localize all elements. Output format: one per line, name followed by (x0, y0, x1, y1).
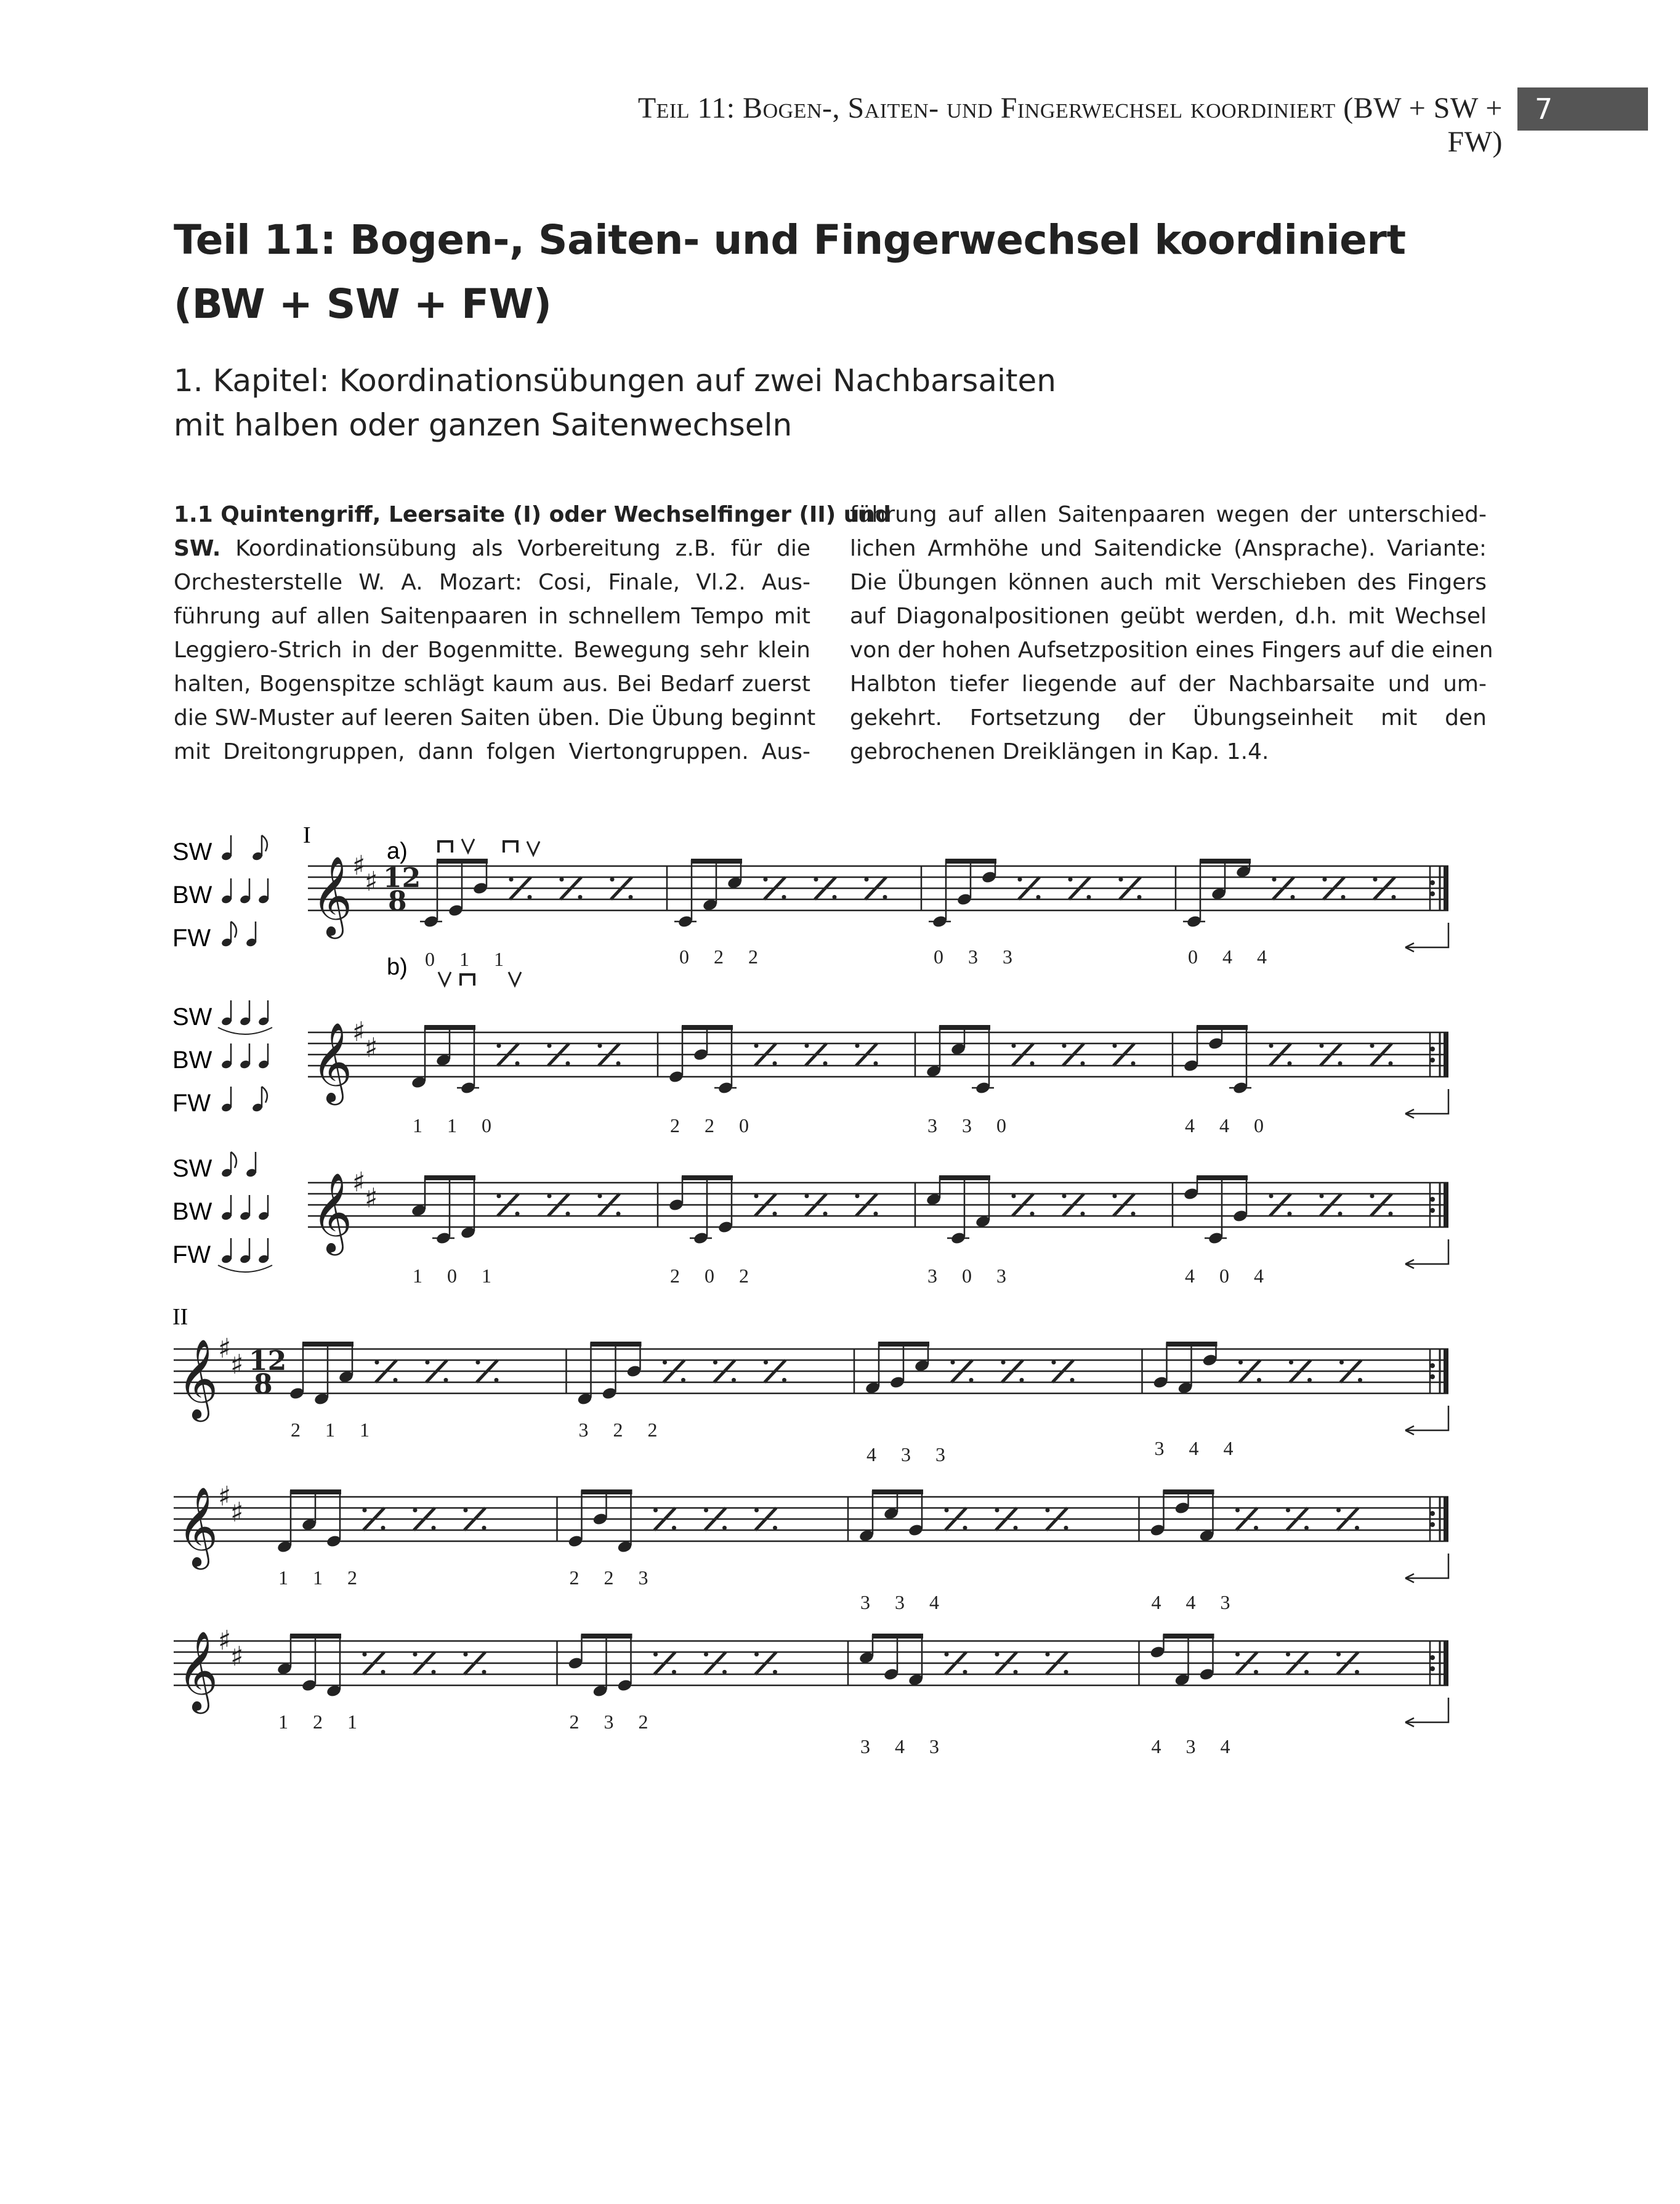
text-line: die SW-Muster auf leeren Saiten üben. Die Übung beginnt (174, 705, 816, 731)
down-bow-icon (438, 841, 452, 853)
treble-clef: 𝄞 (312, 1022, 353, 1102)
legend-note-flag (231, 1152, 236, 1168)
slash-dot (1014, 1670, 1018, 1674)
up-bow-icon (527, 841, 539, 855)
sharp-f: ♯ (352, 1016, 366, 1048)
slash-dot (482, 1670, 487, 1674)
sharp-c: ♯ (230, 1641, 244, 1672)
slash-dot (1269, 1043, 1274, 1048)
treble-clef: 𝄞 (177, 1631, 219, 1711)
slash-dot (394, 1378, 398, 1382)
legend-sw: SW (172, 1155, 212, 1182)
up-bow-icon (462, 839, 474, 853)
barline-thick (1444, 1349, 1448, 1393)
time-sig-num: 12 (249, 1345, 287, 1377)
slash-dot (1389, 1061, 1393, 1066)
slash-dot (782, 895, 786, 899)
slash-dot (578, 895, 583, 899)
fingering: 2 1 1 (291, 1419, 379, 1441)
slash-dot (515, 1212, 520, 1216)
slash-dot (1288, 1061, 1292, 1066)
slash-dot (865, 877, 869, 881)
slash-dot (1373, 877, 1378, 881)
down-bow-icon (461, 974, 474, 986)
slash-dot (1286, 1508, 1290, 1512)
fingering: 2 3 2 (569, 1711, 658, 1733)
slash-dot (444, 1378, 448, 1382)
slash-dot (375, 1360, 379, 1364)
slash-dot (672, 1670, 676, 1674)
text-line: führung auf allen Saitenpaaren wegen der unterschied- (850, 502, 1487, 527)
slash-dot (1320, 1043, 1324, 1048)
fingering: 3 3 4 (860, 1591, 949, 1613)
text-line: Leggiero-Strich in der Bogenmitte. Bewegung sehr klein (174, 638, 810, 663)
legend-slur (218, 1027, 272, 1034)
slash-dot (754, 1508, 759, 1512)
slash-dot (773, 1526, 777, 1530)
staff (308, 1016, 1448, 1136)
slash-dot (1272, 877, 1277, 881)
slash-dot (1014, 1526, 1018, 1530)
slash-dot (653, 1508, 658, 1512)
slash-dot (495, 1378, 499, 1382)
sharp-c: ♯ (365, 1183, 378, 1214)
slash-dot (945, 1652, 949, 1656)
slash-dot (547, 1043, 552, 1048)
beam (581, 1634, 632, 1639)
sharp-f: ♯ (352, 850, 366, 881)
slash-dot (782, 1378, 786, 1382)
beam (302, 1342, 353, 1347)
title-line-1: Teil 11: Bogen-, Saiten- und Fingerwechsel koordiniert (174, 216, 1406, 264)
slash-dot (1339, 1360, 1344, 1364)
beam (1166, 1342, 1218, 1347)
fingering: 1 2 1 (278, 1711, 367, 1733)
beam (424, 1175, 475, 1180)
beam (945, 859, 996, 864)
fingering: 1 0 1 (413, 1265, 501, 1287)
slash-dot (883, 895, 887, 899)
slash-dot (773, 1670, 777, 1674)
slash-dot (528, 895, 532, 899)
slash-dot (855, 1043, 860, 1048)
beam (682, 1025, 733, 1030)
slash-dot (381, 1670, 386, 1674)
slash-dot (1238, 1360, 1243, 1364)
beam (437, 859, 488, 864)
slash-dot (616, 1061, 621, 1066)
slash-dot (1018, 877, 1022, 881)
slash-dot (363, 1652, 367, 1656)
slash-dot (1289, 1360, 1293, 1364)
slash-dot (663, 1360, 667, 1364)
legend-sw: SW (172, 1003, 212, 1031)
slash-dot (653, 1652, 658, 1656)
slash-dot (969, 1378, 974, 1382)
slash-dot (1064, 1526, 1068, 1530)
fingering: 4 4 0 (1185, 1114, 1274, 1136)
fingering: 4 4 3 (1151, 1591, 1240, 1613)
fingering: 2 2 3 (569, 1566, 658, 1589)
slash-dot (732, 1378, 736, 1382)
beam (290, 1489, 341, 1494)
slash-dot (476, 1360, 480, 1364)
slash-dot (874, 1061, 878, 1066)
slash-dot (1320, 1194, 1324, 1198)
slash-dot (1012, 1194, 1016, 1198)
fingering: 3 0 3 (927, 1265, 1016, 1287)
staff (308, 850, 1448, 970)
slash-dot (598, 1043, 602, 1048)
slash-dot (1370, 1043, 1375, 1048)
beam (1200, 859, 1251, 864)
slash-dot (363, 1508, 367, 1512)
slash-dot (1235, 1508, 1240, 1512)
slash-dot (482, 1526, 487, 1530)
slash-dot (1288, 1212, 1292, 1216)
beam (939, 1025, 990, 1030)
slash-dot (855, 1194, 860, 1198)
legend-bw: BW (172, 1047, 212, 1074)
slash-dot (754, 1043, 759, 1048)
fingering: 3 4 4 (1154, 1437, 1243, 1459)
slash-dot (464, 1652, 468, 1656)
beam (872, 1634, 923, 1639)
slash-dot (1012, 1043, 1016, 1048)
slash-dot (381, 1526, 386, 1530)
treble-clef: 𝄞 (177, 1339, 219, 1419)
slash-dot (833, 895, 837, 899)
slash-dot (754, 1652, 759, 1656)
fingering: 2 2 0 (670, 1114, 759, 1136)
time-sig-den: 8 (388, 886, 407, 917)
slash-dot (1257, 1378, 1261, 1382)
slash-dot (823, 1212, 828, 1216)
slash-dot (722, 1670, 727, 1674)
slash-dot (805, 1043, 809, 1048)
slash-dot (704, 1652, 708, 1656)
slash-dot (1254, 1526, 1258, 1530)
slash-dot (1113, 1043, 1117, 1048)
slash-dot (1338, 1212, 1343, 1216)
legend-bw: BW (172, 881, 212, 909)
slash-dot (1355, 1526, 1359, 1530)
legend-rhythm-symbols (218, 835, 539, 1272)
up-bow-icon (438, 972, 451, 986)
text-line: gebrochenen Dreiklängen in Kap. 1.4. (850, 739, 1269, 764)
down-bow-icon (504, 841, 517, 853)
slash-dot (497, 1043, 501, 1048)
slash-dot (1370, 1194, 1375, 1198)
slash-dot (1119, 877, 1123, 881)
fingering: 0 2 2 (679, 946, 768, 968)
slash-dot (1307, 1378, 1312, 1382)
barline-thick (1444, 1497, 1448, 1541)
slash-dot (1392, 895, 1396, 899)
fingering: 2 0 2 (670, 1265, 759, 1287)
fingering: 0 1 1 (425, 948, 514, 970)
up-bow-icon (509, 972, 521, 986)
fingering: 1 1 2 (278, 1566, 367, 1589)
slash-dot (413, 1508, 418, 1512)
title-line-2: (BW + SW + FW) (174, 280, 552, 328)
slash-dot (1358, 1378, 1362, 1382)
text-line: halten, Bogenspitze schlägt kaum aus. Bei Bedarf zuerst (174, 671, 810, 697)
treble-clef: 𝄞 (177, 1486, 219, 1566)
slash-dot (672, 1526, 676, 1530)
slash-dot (963, 1670, 967, 1674)
legend-sw: SW (172, 838, 212, 865)
variant-a-label: a) (387, 838, 408, 864)
slash-dot (722, 1526, 727, 1530)
staff (174, 1333, 1448, 1465)
slash-dot (773, 1061, 777, 1066)
slash-dot (764, 877, 768, 881)
slash-dot (629, 895, 633, 899)
variant-b-label: b) (387, 954, 408, 980)
slash-dot (681, 1378, 685, 1382)
sharp-c: ♯ (365, 1032, 378, 1064)
legend-fw: FW (172, 1090, 211, 1117)
beam (1163, 1489, 1214, 1494)
barline-thick (1444, 866, 1448, 910)
slash-dot (805, 1194, 809, 1198)
slash-dot (1036, 895, 1041, 899)
slash-dot (1254, 1670, 1258, 1674)
slash-dot (566, 1212, 570, 1216)
legend-note-flag (262, 835, 267, 851)
sharp-c: ♯ (230, 1349, 244, 1380)
text-line: Halbton tiefer liegende auf der Nachbarsaite und um- (850, 671, 1487, 697)
barline-thick (1444, 1641, 1448, 1685)
slash-dot (1137, 895, 1142, 899)
slash-dot (1046, 1652, 1050, 1656)
slash-dot (1336, 1508, 1341, 1512)
slash-dot (963, 1526, 967, 1530)
slash-dot (1052, 1360, 1056, 1364)
beam (1197, 1025, 1248, 1030)
slash-dot (1338, 1061, 1343, 1066)
slash-dot (1323, 877, 1327, 881)
slash-dot (704, 1508, 708, 1512)
slash-dot (1062, 1043, 1067, 1048)
slash-dot (432, 1670, 436, 1674)
beam (581, 1489, 632, 1494)
slash-dot (1389, 1212, 1393, 1216)
slash-dot (1030, 1061, 1035, 1066)
beam (682, 1175, 733, 1180)
beam (878, 1342, 929, 1347)
slash-dot (951, 1360, 955, 1364)
text-line: Orchesterstelle W. A. Mozart: Cosi, Finale, Vl.2. Aus- (174, 570, 810, 595)
staff (174, 1481, 1448, 1613)
legend-note-flag (231, 922, 236, 938)
slash-dot (1304, 1526, 1309, 1530)
slash-dot (713, 1360, 717, 1364)
sharp-f: ♯ (218, 1625, 232, 1656)
slash-dot (560, 877, 564, 881)
beam (1163, 1634, 1214, 1639)
time-sig-num: 12 (383, 862, 421, 894)
slash-dot (426, 1360, 430, 1364)
slash-dot (1030, 1212, 1035, 1216)
slash-dot (598, 1194, 602, 1198)
slash-dot (1131, 1212, 1136, 1216)
slash-dot (995, 1508, 1000, 1512)
legend-fw: FW (172, 1241, 211, 1268)
slash-dot (773, 1212, 777, 1216)
running-title: Teil 11: Bogen-, Saiten- und Fingerwechsel koordiniert (BW + SW + FW) (637, 92, 1503, 158)
section-label-II: II (172, 1304, 188, 1330)
slash-dot (1286, 1652, 1290, 1656)
fingering: 4 3 4 (1151, 1735, 1240, 1757)
slash-dot (1355, 1670, 1359, 1674)
slash-dot (1081, 1212, 1085, 1216)
text-line: führung auf allen Saitenpaaren in schnellem Tempo mit (174, 604, 810, 629)
slash-dot (1235, 1652, 1240, 1656)
text-line: Die Übungen können auch mit Verschieben des Fingers (850, 570, 1487, 595)
slash-dot (1068, 877, 1073, 881)
sharp-f: ♯ (352, 1167, 366, 1198)
barline-thick (1444, 1183, 1448, 1227)
section-label-I: I (303, 822, 311, 848)
sharp-c: ♯ (230, 1497, 244, 1528)
slash-dot (515, 1061, 520, 1066)
chapter-title-line-1: 1. Kapitel: Koordinationsübungen auf zwei Nachbarsaiten (174, 363, 1056, 399)
fingering: 3 2 2 (578, 1419, 668, 1441)
slash-dot (874, 1212, 878, 1216)
beam (691, 859, 742, 864)
slash-dot (1336, 1652, 1341, 1656)
treble-clef: 𝄞 (312, 1172, 353, 1252)
slash-dot (1304, 1670, 1309, 1674)
time-sig-den: 8 (254, 1369, 273, 1400)
fingering: 1 1 0 (413, 1114, 501, 1136)
fingering: 4 0 4 (1185, 1265, 1274, 1287)
slash-dot (1046, 1508, 1050, 1512)
slash-dot (814, 877, 818, 881)
slash-dot (616, 1212, 621, 1216)
slash-dot (497, 1194, 501, 1198)
slash-dot (1020, 1378, 1024, 1382)
section-heading: 1.1 Quintengriff, Leersaite (I) oder Wechselfinger (II) und (174, 502, 891, 527)
text-line: von der hohen Aufsetzposition eines Fingers auf die einen (850, 638, 1493, 663)
fingering: 4 3 3 (866, 1443, 955, 1465)
barline-thick (1444, 1032, 1448, 1077)
slash-dot (1062, 1194, 1067, 1198)
beam (424, 1025, 475, 1030)
text-line: gekehrt. Fortsetzung der Übungseinheit mit den (850, 705, 1487, 731)
slash-dot (1087, 895, 1091, 899)
slash-dot (1001, 1360, 1006, 1364)
beam (1197, 1175, 1248, 1180)
slash-dot (1131, 1061, 1136, 1066)
text-line: lichen Armhöhe und Saitendicke (Ansprache). Variante: (850, 536, 1487, 561)
treble-clef: 𝄞 (312, 856, 353, 936)
slash-dot (432, 1526, 436, 1530)
legend-slur (218, 1265, 272, 1272)
beam (290, 1634, 341, 1639)
staff (174, 1625, 1448, 1757)
legend-bw: BW (172, 1198, 212, 1225)
slash-dot (764, 1360, 768, 1364)
slash-dot (1070, 1378, 1075, 1382)
slash-dot (413, 1652, 418, 1656)
slash-dot (1341, 895, 1346, 899)
beam (939, 1175, 990, 1180)
page-number: 7 (1517, 87, 1648, 131)
fingering: 0 3 3 (934, 946, 1022, 968)
slash-dot (509, 877, 514, 881)
beam (591, 1342, 642, 1347)
sharp-c: ♯ (365, 866, 378, 897)
legend-fw: FW (172, 925, 211, 952)
text-line: SW. Koordinationsübung als Vorbereitung z.B. für die (174, 536, 810, 561)
slash-dot (566, 1061, 570, 1066)
sharp-f: ♯ (218, 1333, 232, 1364)
legend-note-flag (262, 1087, 267, 1103)
sharp-f: ♯ (218, 1481, 232, 1512)
slash-dot (1081, 1061, 1085, 1066)
text-line: mit Dreitongruppen, dann folgen Viertongruppen. Aus- (174, 739, 810, 764)
staves (174, 850, 1448, 1757)
staff (308, 1167, 1448, 1287)
slash-dot (995, 1652, 1000, 1656)
slash-dot (945, 1508, 949, 1512)
text-line: auf Diagonalpositionen geübt werden, d.h. mit Wechsel (850, 604, 1487, 629)
slash-dot (754, 1194, 759, 1198)
beam (872, 1489, 923, 1494)
slash-dot (610, 877, 615, 881)
fingering: 3 3 0 (927, 1114, 1016, 1136)
slash-dot (823, 1061, 828, 1066)
fingering: 3 4 3 (860, 1735, 949, 1757)
slash-dot (1269, 1194, 1274, 1198)
slash-dot (547, 1194, 552, 1198)
slash-dot (1291, 895, 1295, 899)
slash-dot (1064, 1670, 1068, 1674)
slash-dot (1113, 1194, 1117, 1198)
chapter-title-line-2: mit halben oder ganzen Saitenwechseln (174, 407, 793, 443)
fingering: 0 4 4 (1188, 946, 1277, 968)
slash-dot (464, 1508, 468, 1512)
